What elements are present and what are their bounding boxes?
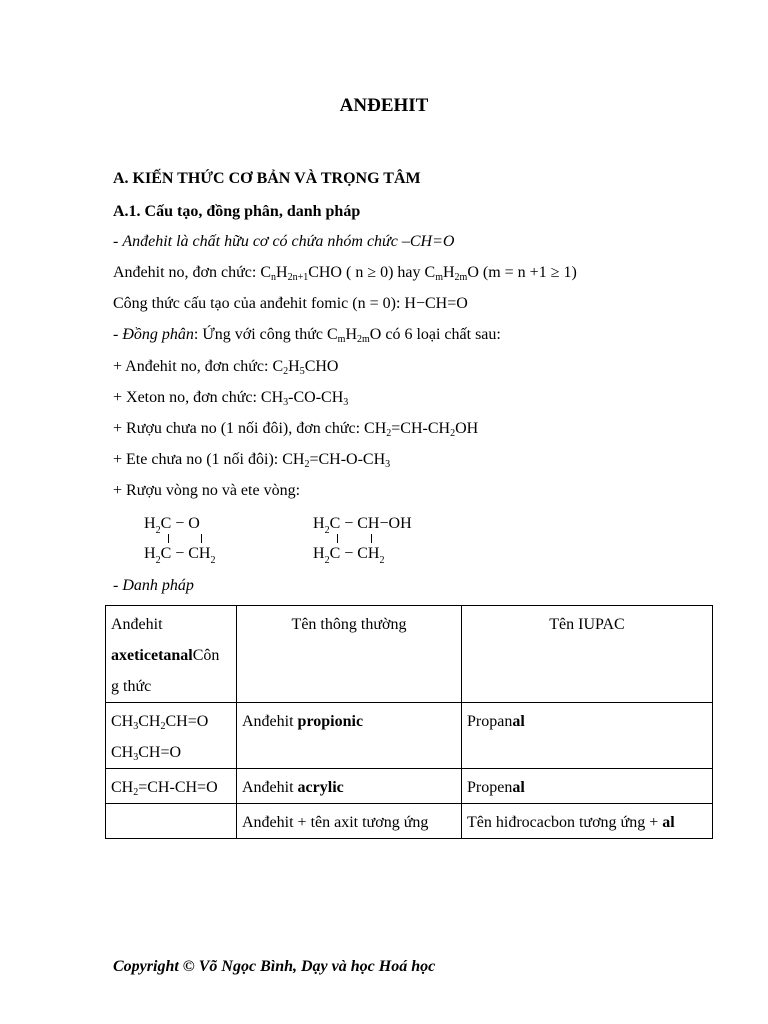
isomer-item-3 xyxy=(113,420,478,438)
table-row xyxy=(106,804,713,839)
bullet-dash: - xyxy=(113,326,123,343)
copyright-footer: Copyright © Võ Ngọc Bình, Dạy và học Hoá học xyxy=(113,958,436,975)
subscript: 2 xyxy=(324,525,330,536)
subscript: 2 xyxy=(386,428,392,439)
table-row xyxy=(106,769,713,804)
text-run: C − CH xyxy=(329,545,380,562)
bond-line xyxy=(371,534,372,543)
text-run: O (m = n +1 ≥ 1) xyxy=(467,264,577,281)
text-run: Anđehit no, đơn chức: C xyxy=(113,264,271,281)
text-run: CH=O xyxy=(138,744,182,761)
text-run: -CO-CH xyxy=(288,389,344,406)
text-run: C − CH xyxy=(160,545,211,562)
text-run: Anđehit xyxy=(242,779,298,796)
naming-table xyxy=(105,605,713,839)
text-run: g thức xyxy=(111,678,152,695)
text-run: CH xyxy=(111,713,134,730)
subscript: 2 xyxy=(379,555,385,566)
text-run: H xyxy=(442,264,455,281)
text-run: Anđehit xyxy=(111,616,163,633)
table-cell xyxy=(237,769,462,804)
subscript: 2 xyxy=(304,459,310,470)
ring-top-row xyxy=(313,515,412,536)
bullet-dash: - xyxy=(113,233,123,250)
ring-top-row xyxy=(144,515,200,536)
text-run: acrylic xyxy=(297,779,344,796)
naming-label: Danh pháp xyxy=(122,577,194,594)
subscript: 3 xyxy=(385,459,391,470)
text-run: propionic xyxy=(297,713,364,730)
isomer-item-2 xyxy=(113,389,348,407)
bond-line xyxy=(168,534,169,543)
text-run: O có 6 loại chất sau: xyxy=(369,326,501,343)
subscript: 2m xyxy=(357,334,370,345)
text-run: =CH-O-CH xyxy=(309,451,386,468)
text-run: axeticetanal xyxy=(111,647,193,664)
subscript: 3 xyxy=(343,397,349,408)
text-run: al xyxy=(512,779,525,796)
text-run: Propan xyxy=(467,713,513,730)
subscript: 2 xyxy=(450,428,456,439)
subscript: 2 xyxy=(283,366,289,377)
definition-line xyxy=(113,233,454,251)
text-run: =CH-CH=O xyxy=(138,779,218,796)
text-run: CHO xyxy=(304,358,339,375)
text-run: Propen xyxy=(467,779,513,796)
section-heading-a: A. KIẾN THỨC CƠ BẢN VÀ TRỌNG TÂM xyxy=(113,170,421,187)
subscript: 2 xyxy=(155,555,161,566)
text-run: al xyxy=(512,713,525,730)
text-run: : Ứng với công thức C xyxy=(193,326,338,343)
text-run: H xyxy=(144,515,156,532)
text-run: H xyxy=(313,515,325,532)
isomer-item-1 xyxy=(113,358,338,376)
text-run: H xyxy=(288,358,300,375)
text-run: + Anđehit no, đơn chức: C xyxy=(113,358,284,375)
naming-line xyxy=(113,577,194,595)
text-run: Anđehit xyxy=(242,713,298,730)
subscript: 2 xyxy=(133,787,139,798)
text-run: H xyxy=(313,545,325,562)
subscript: 3 xyxy=(133,721,139,732)
text-run: CH=O xyxy=(165,713,209,730)
page-title: ANĐEHIT xyxy=(339,95,429,116)
text-run: C − O xyxy=(160,515,200,532)
text-run: H xyxy=(276,264,288,281)
subscript: 2m xyxy=(454,272,468,283)
text-run: CH xyxy=(111,744,134,761)
subscript: 5 xyxy=(299,366,305,377)
subscript: n xyxy=(271,272,276,283)
text-run: + Rượu chưa no (1 nối đôi), đơn chức: CH xyxy=(113,420,387,437)
text-run: C − CH−OH xyxy=(329,515,412,532)
table-cell xyxy=(462,804,713,839)
table-cell xyxy=(462,769,713,804)
table-cell xyxy=(106,769,237,804)
text-run: al xyxy=(662,814,675,831)
table-row xyxy=(106,703,713,769)
subscript: 3 xyxy=(283,397,289,408)
subscript: m xyxy=(435,272,443,283)
subscript: m xyxy=(337,334,346,345)
table-header-common-name: Tên thông thường xyxy=(237,606,462,703)
isomer-label: Đồng phân xyxy=(122,326,194,343)
text-run: H xyxy=(144,545,156,562)
isomer-item-4 xyxy=(113,451,390,469)
subscript: 3 xyxy=(133,752,139,763)
text-run: + Ete chưa no (1 nối đôi): CH xyxy=(113,451,305,468)
text-run: OH xyxy=(455,420,479,437)
bond-line xyxy=(201,534,202,543)
text-run: =CH-CH xyxy=(391,420,451,437)
bullet-dash: - xyxy=(113,577,123,594)
text-run: + Xeton no, đơn chức: CH xyxy=(113,389,284,406)
subscript: 2 xyxy=(210,555,216,566)
isomer-item-5: + Rượu vòng no và ete vòng: xyxy=(113,482,301,499)
definition-text: Anđehit là chất hữu cơ có chứa nhóm chức –CH=O xyxy=(122,233,455,250)
table-cell xyxy=(106,703,237,769)
text-run: CH xyxy=(138,713,161,730)
fomic-formula-line: Công thức cấu tạo của anđehit fomic (n = 0): H−CH=O xyxy=(113,295,468,312)
general-formula-line xyxy=(113,264,577,282)
ring-bottom-row xyxy=(313,545,385,566)
ring-bottom-row xyxy=(144,545,216,566)
text-run: CHO ( n ≥ 0) hay C xyxy=(308,264,436,281)
bond-line xyxy=(337,534,338,543)
text-run: Côn xyxy=(192,647,220,664)
subscript: 2 xyxy=(324,555,330,566)
isomer-line xyxy=(113,326,501,344)
subscript: 2 xyxy=(160,721,166,732)
table-cell: Anđehit + tên axit tương ứng xyxy=(237,804,462,839)
table-cell xyxy=(106,804,237,839)
text-run: H xyxy=(345,326,357,343)
section-heading-a1: A.1. Cấu tạo, đồng phân, danh pháp xyxy=(113,203,361,220)
text-run: CH xyxy=(111,779,134,796)
table-cell xyxy=(106,606,237,703)
table-cell xyxy=(462,703,713,769)
text-run: Tên hiđrocacbon tương ứng + xyxy=(467,814,663,831)
table-header-iupac-name: Tên IUPAC xyxy=(462,606,713,703)
subscript: 2 xyxy=(155,525,161,536)
subscript: 2n+1 xyxy=(287,272,309,283)
table-cell xyxy=(237,703,462,769)
table-header-row xyxy=(106,606,713,703)
